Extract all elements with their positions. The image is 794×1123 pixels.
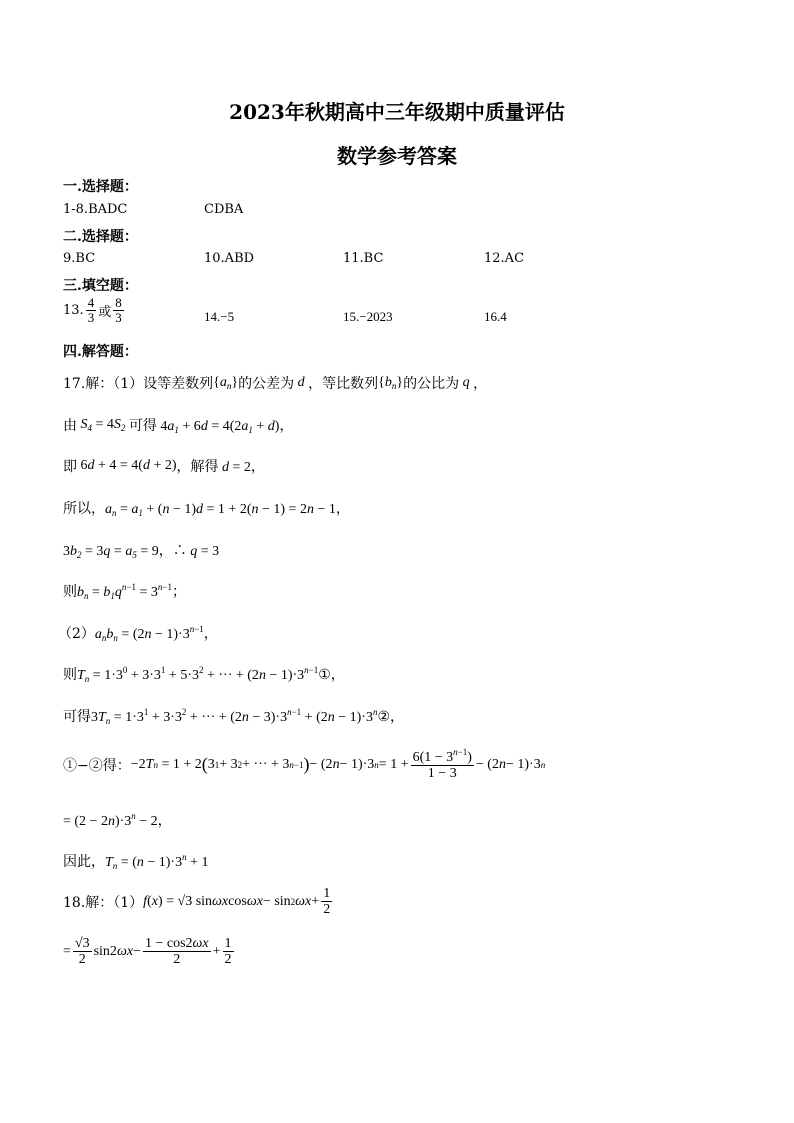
q17-line-4 xyxy=(63,498,350,518)
answer-12: 12.AC xyxy=(484,251,525,266)
q17-line-12 xyxy=(63,851,209,871)
section-heading-choice: 一.选择题： xyxy=(63,179,138,195)
q17-line-6 xyxy=(63,581,186,601)
math-eq-2: 6d + 4 = 4(d + 2) xyxy=(77,458,177,473)
q17-text: 可得 xyxy=(63,709,91,725)
section-heading-solutions: 四.解答题： xyxy=(63,344,138,360)
math-tn: $T_n = 1\cdot 3^0 + 3\cdot 3^1 + 5\cdot 3^2$ + ··· + $(2n - 1)\cdot 3^{n-1}$ xyxy=(77,664,319,684)
q17-line-7 xyxy=(58,623,218,643)
q17-line-11 xyxy=(63,810,172,830)
math-seq-a: $\{a_n\}$ xyxy=(213,375,239,391)
math-bn: $b_n = b_1q^{n-1} = 3^{n-1}$； xyxy=(77,582,186,601)
math-tn-final: $T_n = (n - 1)\cdot 3^n + 1$ xyxy=(105,851,209,871)
q17-text: 的公比为 xyxy=(403,376,460,392)
answer-14: 14.−5 xyxy=(204,309,235,324)
fraction-den: 3 xyxy=(115,310,122,326)
math-fx-simplified: = $\frac{√3}{2}$ sin2 ωx − $\frac{1 - \cos 2\omega x}{2}$ + $\frac{1}{2}$ xyxy=(63,936,232,968)
q17-line-10 xyxy=(63,748,545,782)
q17-text: 17.解：（1）设等差数列 xyxy=(63,376,214,392)
answer-5-8: CDBA xyxy=(204,202,244,217)
math-subtract: −2 T n = 1 + 2 ( 3 1 + 3 2 + ··· + 3 n−1 ) − (2 n − 1)·3 n = 1 + $\frac{6(1 - 3^{n-1})}{1 - 3}$ − (2 n − 1)·3 n xyxy=(130,747,546,782)
answer-11: 11.BC xyxy=(343,251,384,266)
q17-text: 由 xyxy=(63,418,77,434)
q17-text: 则 xyxy=(63,667,77,683)
fraction-den: 3 xyxy=(87,310,95,326)
q17-text: ，解得 xyxy=(176,459,219,475)
page-title: 2023年秋期高中三年级期中质量评估 xyxy=(229,100,565,124)
fraction-cos: $\frac{1 - \cos 2\omega x}{2}$ xyxy=(144,936,209,968)
math-an: $a_n = a_1 + (n - 1)d = 1 + 2(n - 1) = 2n - 1$， xyxy=(105,502,350,518)
math-fx: f ( x ) = √3 sin ωx cos ωx − sin 2 ωx + $\frac{1}{2}$ xyxy=(143,886,331,918)
answer-13-prefix: 13. xyxy=(63,303,84,319)
fraction-num: 8 xyxy=(115,295,122,310)
q17-text: 所以， xyxy=(63,501,105,517)
math-d-2: d = 2， xyxy=(222,460,265,475)
math-3tn: $3T_n = 1\cdot 3^1 + 3\cdot 3^2$ + ··· + $(2n - 3)\cdot 3^{n-1} + (2n - 1)\cdot 3^n$ xyxy=(91,706,378,726)
q17-line-9 xyxy=(63,706,404,726)
fraction-num: 4 xyxy=(87,295,95,310)
q17-text: 则 xyxy=(63,584,77,600)
q17-line-2 xyxy=(63,415,293,435)
q17-text: 因此， xyxy=(63,854,105,870)
q17-line-8 xyxy=(63,664,345,684)
math-anbn: $a_nb_n = (2n - 1)\cdot 3^{n-1}$， xyxy=(94,624,218,643)
fraction-geometric-sum: $\frac{6(1 - 3^{n-1})}{1 - 3}$ xyxy=(412,747,472,782)
math-s4: $S_4 = 4S_2$ xyxy=(80,417,126,433)
answer-1-8: 1-8.BADC xyxy=(63,202,128,217)
fraction-8-3 xyxy=(113,296,124,326)
q18-text: 18.解：（1） xyxy=(63,894,144,911)
q17-text: ①， xyxy=(318,667,345,683)
q17-text: 可得 xyxy=(128,418,157,434)
q18-line-2 xyxy=(63,936,236,968)
answer-9: 9.BC xyxy=(63,251,96,266)
q17-text: （2） xyxy=(58,626,95,642)
answer-13 xyxy=(63,296,126,326)
q17-text: ②， xyxy=(377,709,405,725)
answer-15: 15.−2023 xyxy=(343,309,393,324)
answer-10: 10.ABD xyxy=(204,251,255,266)
fraction-sqrt3-2: $\frac{√3}{2}$ xyxy=(74,936,90,968)
q17-line-1 xyxy=(63,373,487,393)
math-eq-1: $4a_1 + 6d = 4(2a_1 + d)$， xyxy=(156,419,294,435)
fraction-4-3 xyxy=(86,296,97,326)
math-q: q xyxy=(462,375,470,390)
q17-text: 即 xyxy=(63,459,77,475)
q17-text: ①−②得： xyxy=(63,757,131,774)
fraction-one-half: $\frac{1}{2}$ xyxy=(323,886,331,918)
q17-line-5 xyxy=(63,540,219,560)
q17-text: ， xyxy=(473,376,488,392)
q17-text: 的公差为 xyxy=(238,376,295,392)
q17-line-3 xyxy=(63,456,265,476)
math-result: = $(2 - 2n)\cdot 3^n - 2$， xyxy=(63,811,172,829)
math-seq-b: $\{b_n\}$ xyxy=(378,375,404,391)
q17-text: ，等比数列 xyxy=(308,376,379,392)
answer-13-or: 或 xyxy=(98,305,112,321)
section-heading-multi-choice: 二.选择题： xyxy=(63,229,138,245)
section-heading-fill: 三.填空题： xyxy=(63,278,138,294)
page-subtitle: 数学参考答案 xyxy=(337,144,457,168)
math-d: d xyxy=(297,375,305,390)
math-b2: $3b_2 = 3q = a_5 = 9$，∴ q = 3 xyxy=(63,544,220,560)
fraction-one-half: $\frac{1}{2}$ xyxy=(224,936,232,968)
answer-16: 16.4 xyxy=(484,309,507,324)
q18-line-1 xyxy=(63,886,334,918)
